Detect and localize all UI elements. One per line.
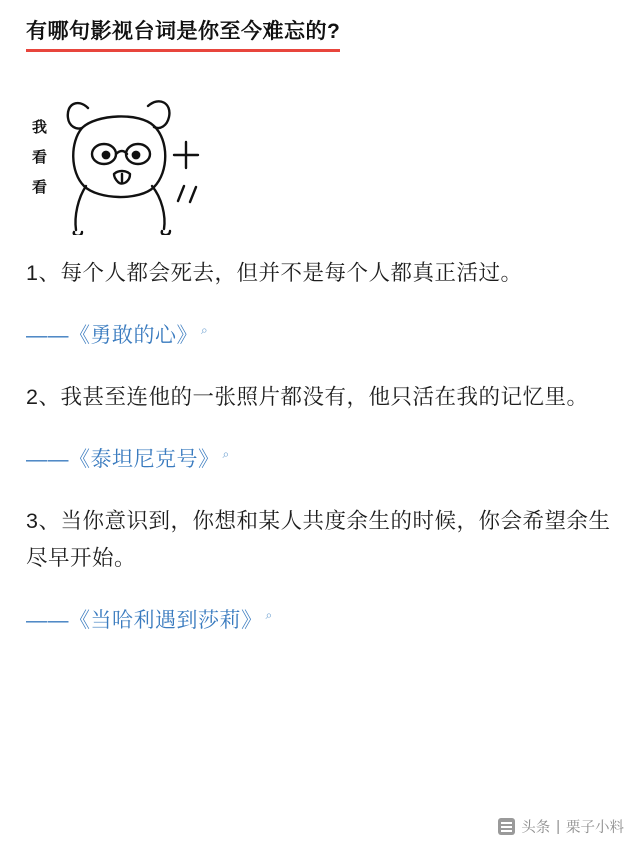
quote-text: 3、当你意识到，你想和某人共度余生的时候，你会希望余生尽早开始。 [26,508,611,571]
quote-text: 2、我甚至连他的一张照片都没有，他只活在我的记忆里。 [26,384,589,409]
watermark-author: 栗子小料 [566,820,624,836]
quote-source [26,319,614,349]
quote-item [26,255,614,349]
svg-text:看: 看 [32,149,48,167]
quote-source-label: ——《当哈利遇到莎莉》 [26,608,263,632]
illustration-caption [32,119,47,196]
search-icon[interactable]: ⌕ [222,446,230,461]
svg-text:看: 看 [32,179,48,197]
illustration-area [26,70,614,235]
page-title-container [26,18,340,52]
search-icon[interactable]: ⌕ [201,322,209,337]
watermark-platform: 头条 [521,820,551,836]
watermark [498,816,624,837]
search-icon[interactable]: ⌕ [265,607,273,622]
quote-source-label: ——《勇敢的心》 [26,323,198,347]
page-title: 有哪句影视台词是你至今难忘的? [26,20,341,43]
quote-text: 1、每个人都会死去，但并不是每个人都真正活过。 [26,261,523,286]
svg-text:我: 我 [32,119,48,137]
bear-peeking-sketch-icon [26,70,246,235]
quote-source [26,443,614,473]
toutiao-logo-icon [498,818,515,835]
quote-source [26,604,614,634]
watermark-separator: | [556,818,560,835]
quote-item [26,503,614,634]
quote-item [26,379,614,473]
quote-source-label: ——《泰坦尼克号》 [26,447,220,471]
